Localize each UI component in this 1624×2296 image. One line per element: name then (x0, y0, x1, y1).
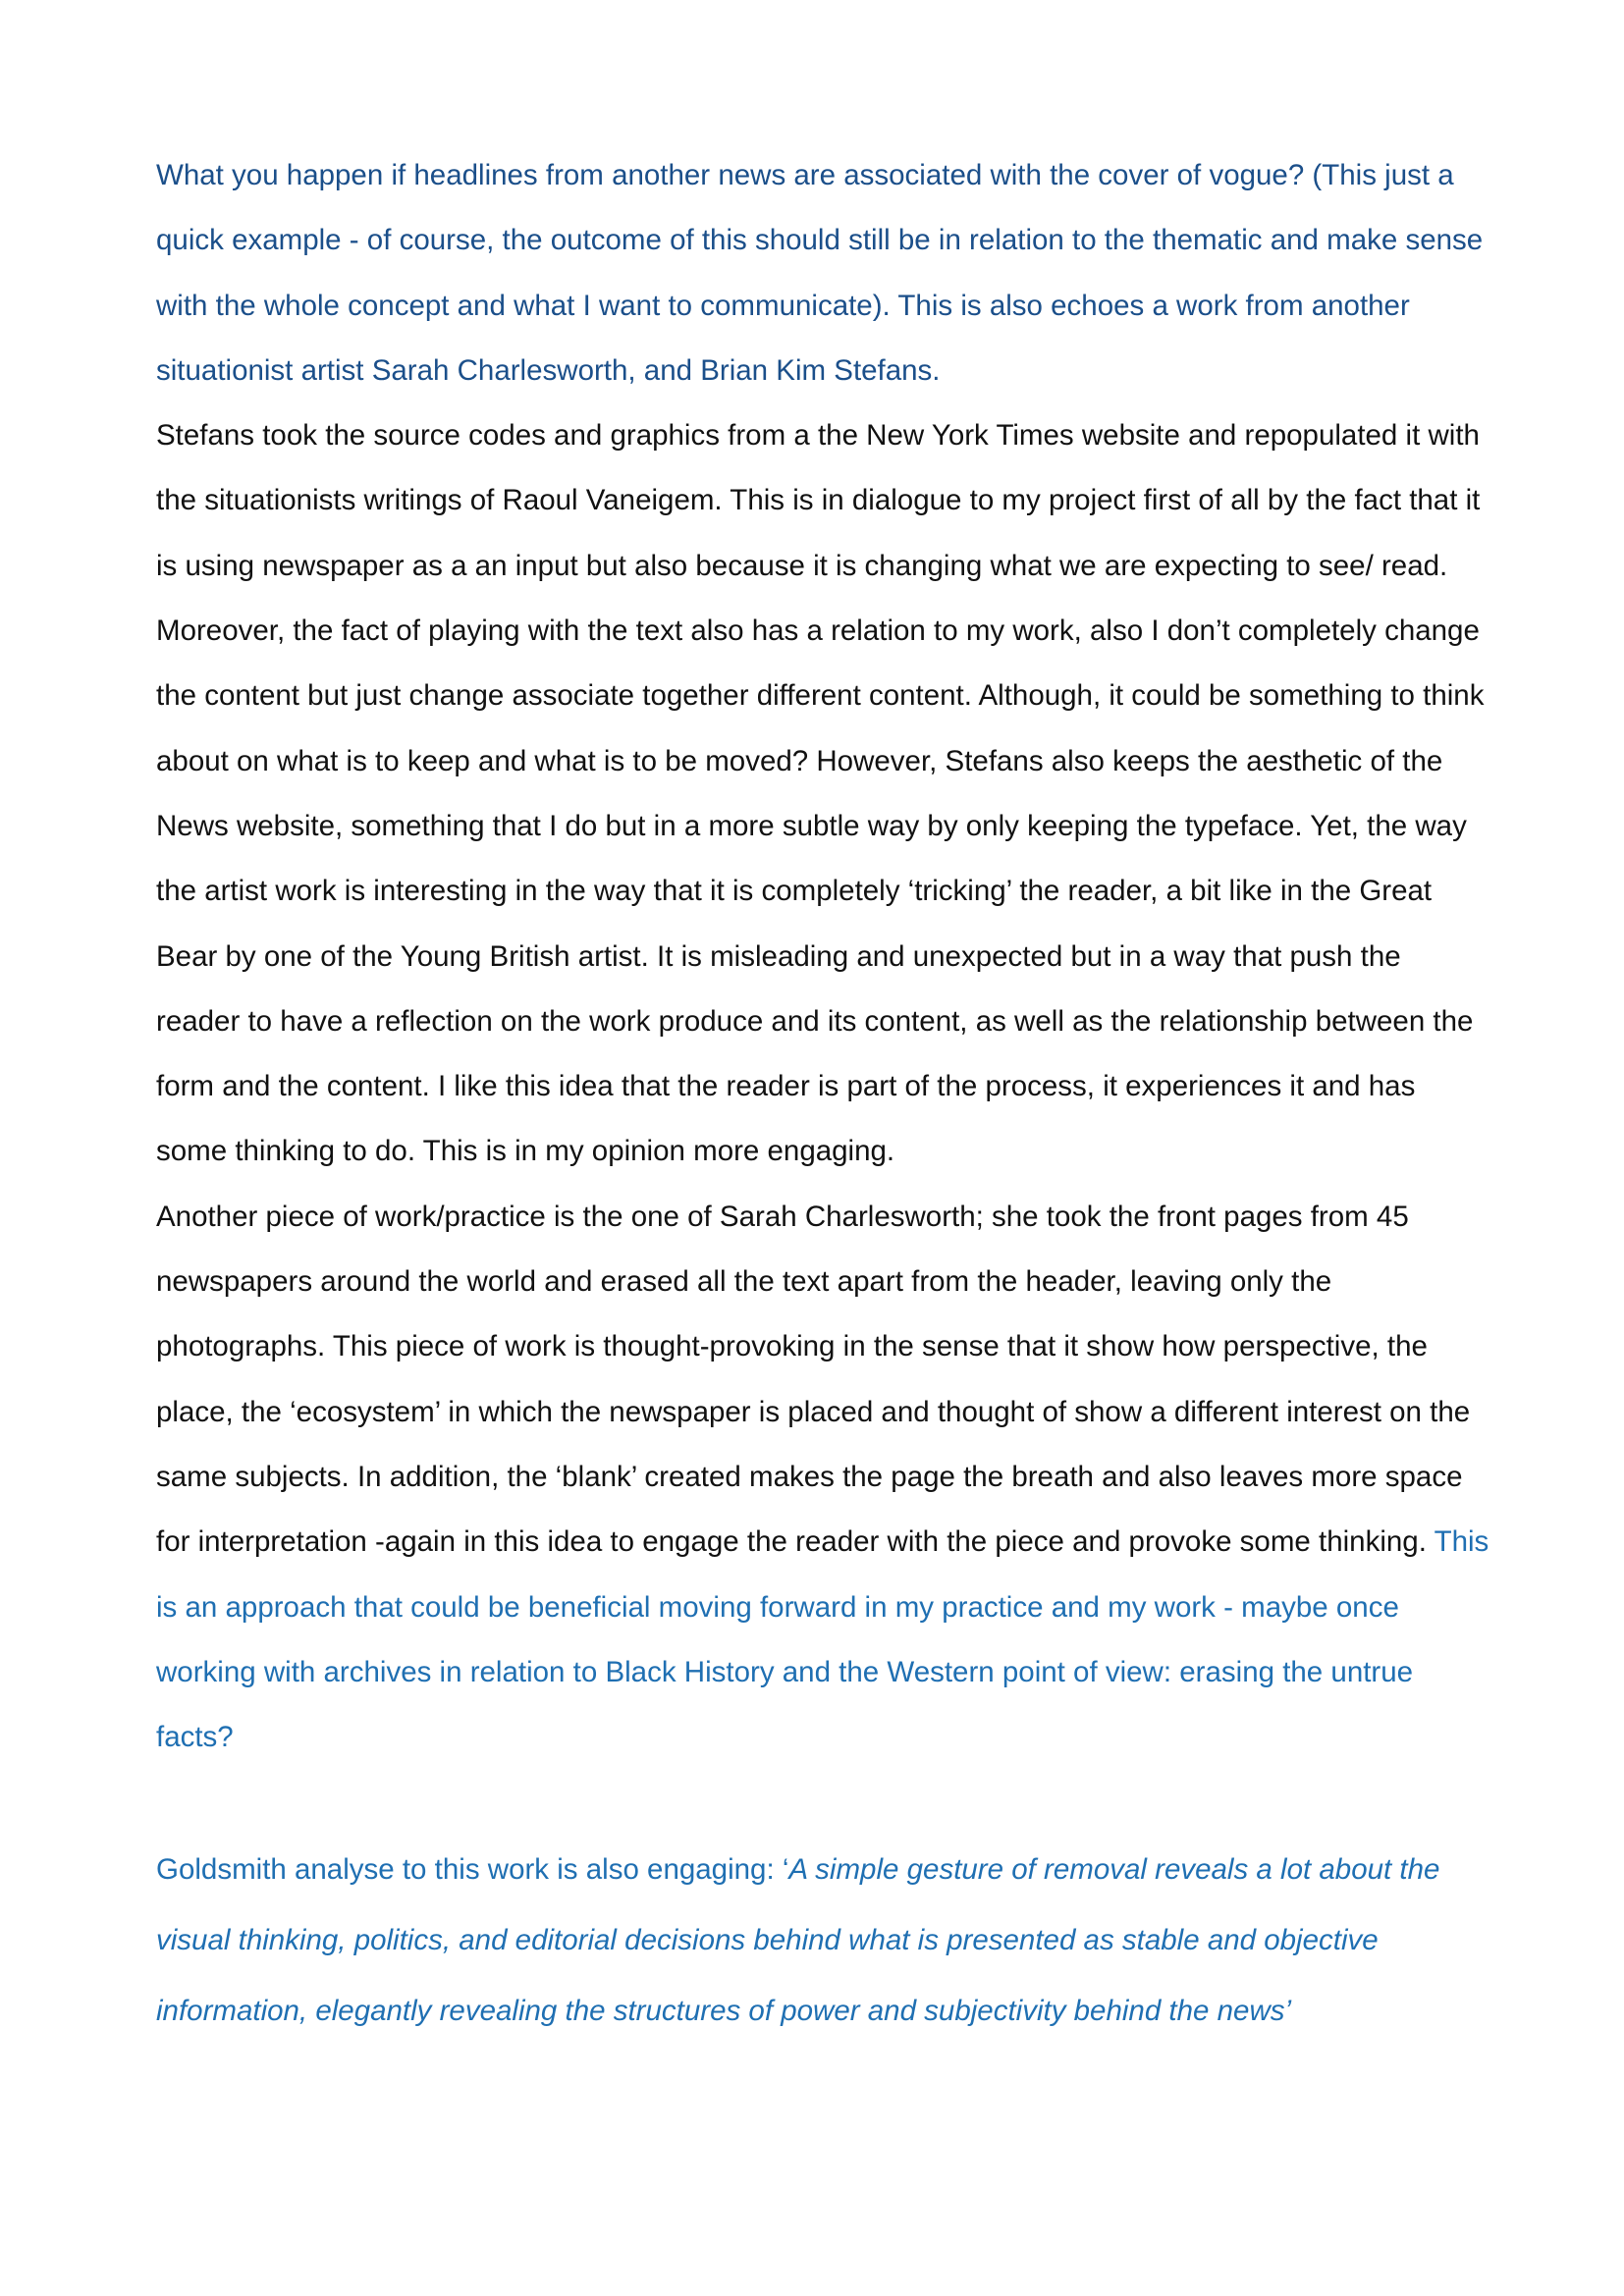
charlesworth-reflection: This is an approach that could be beneficial moving forward in my practice and my work - maybe once working with archives in relation to Black History and the Western point of view: erasing the untrue facts? (156, 1525, 1489, 1754)
charlesworth-paragraph (156, 1185, 1491, 1771)
paragraph-spacer (156, 1770, 1491, 1835)
goldsmith-quote: A simple gesture of removal reveals a lot about the visual thinking, politics, and editorial decisions behind what is presented as stable and objective information, elegantly revealing the structures of power and subjectivity behind the news’ (156, 1853, 1440, 2028)
goldsmith-paragraph (156, 1835, 1491, 2047)
stefans-paragraph: Stefans took the source codes and graphics from a the New York Times website and repopulated it with the situationists writings of Raoul Vaneigem. This is in dialogue to my project first of all by the fact that it is using newspaper as a an input but also because it is changing what we are expecting to see/ read. Moreover, the fact of playing with the text also has a relation to my work, also I don’t completely change the content but just change associate together different content. Although, it could be something to think about on what is to keep and what is to be moved? However, Stefans also keeps the aesthetic of the News website, something that I do but in a more subtle way by only keeping the typeface. Yet, the way the artist work is interesting in the way that it is completely ‘tricking’ the reader, a bit like in the Great Bear by one of the Young British artist. It is misleading and unexpected but in a way that push the reader to have a reflection on the work produce and its content, as well as the relationship between the form and the content. I like this idea that the reader is part of the process, it experiences it and has some thinking to do. This is in my opinion more engaging. (156, 419, 1485, 1168)
goldsmith-intro: Goldsmith analyse to this work is also engaging: ‘ (156, 1853, 789, 1887)
charlesworth-text: Another piece of work/practice is the one of Sarah Charlesworth; she took the front pages from 45 newspapers around the world and erased all the text apart from the header, leaving only the photographs. This piece of work is thought-provoking in the sense that it show how perspective, the place, the ‘ecosystem’ in which the newspaper is placed and thought of show a different interest on the same subjects. In addition, the ‘blank’ created makes the page the breath and also leaves more space for interpretation -again in this idea to engage the reader with the piece and provoke some thinking. (156, 1200, 1471, 1559)
document-page (156, 143, 1491, 2047)
intro-question-paragraph: What you happen if headlines from another news are associated with the cover of vogue? (This just a quick example - of course, the outcome of this should still be in relation to the thematic and make sense with the whole concept and what I want to communicate). This is also echoes a work from another situationist artist Sarah Charlesworth, and Brian Kim Stefans. (156, 159, 1484, 387)
